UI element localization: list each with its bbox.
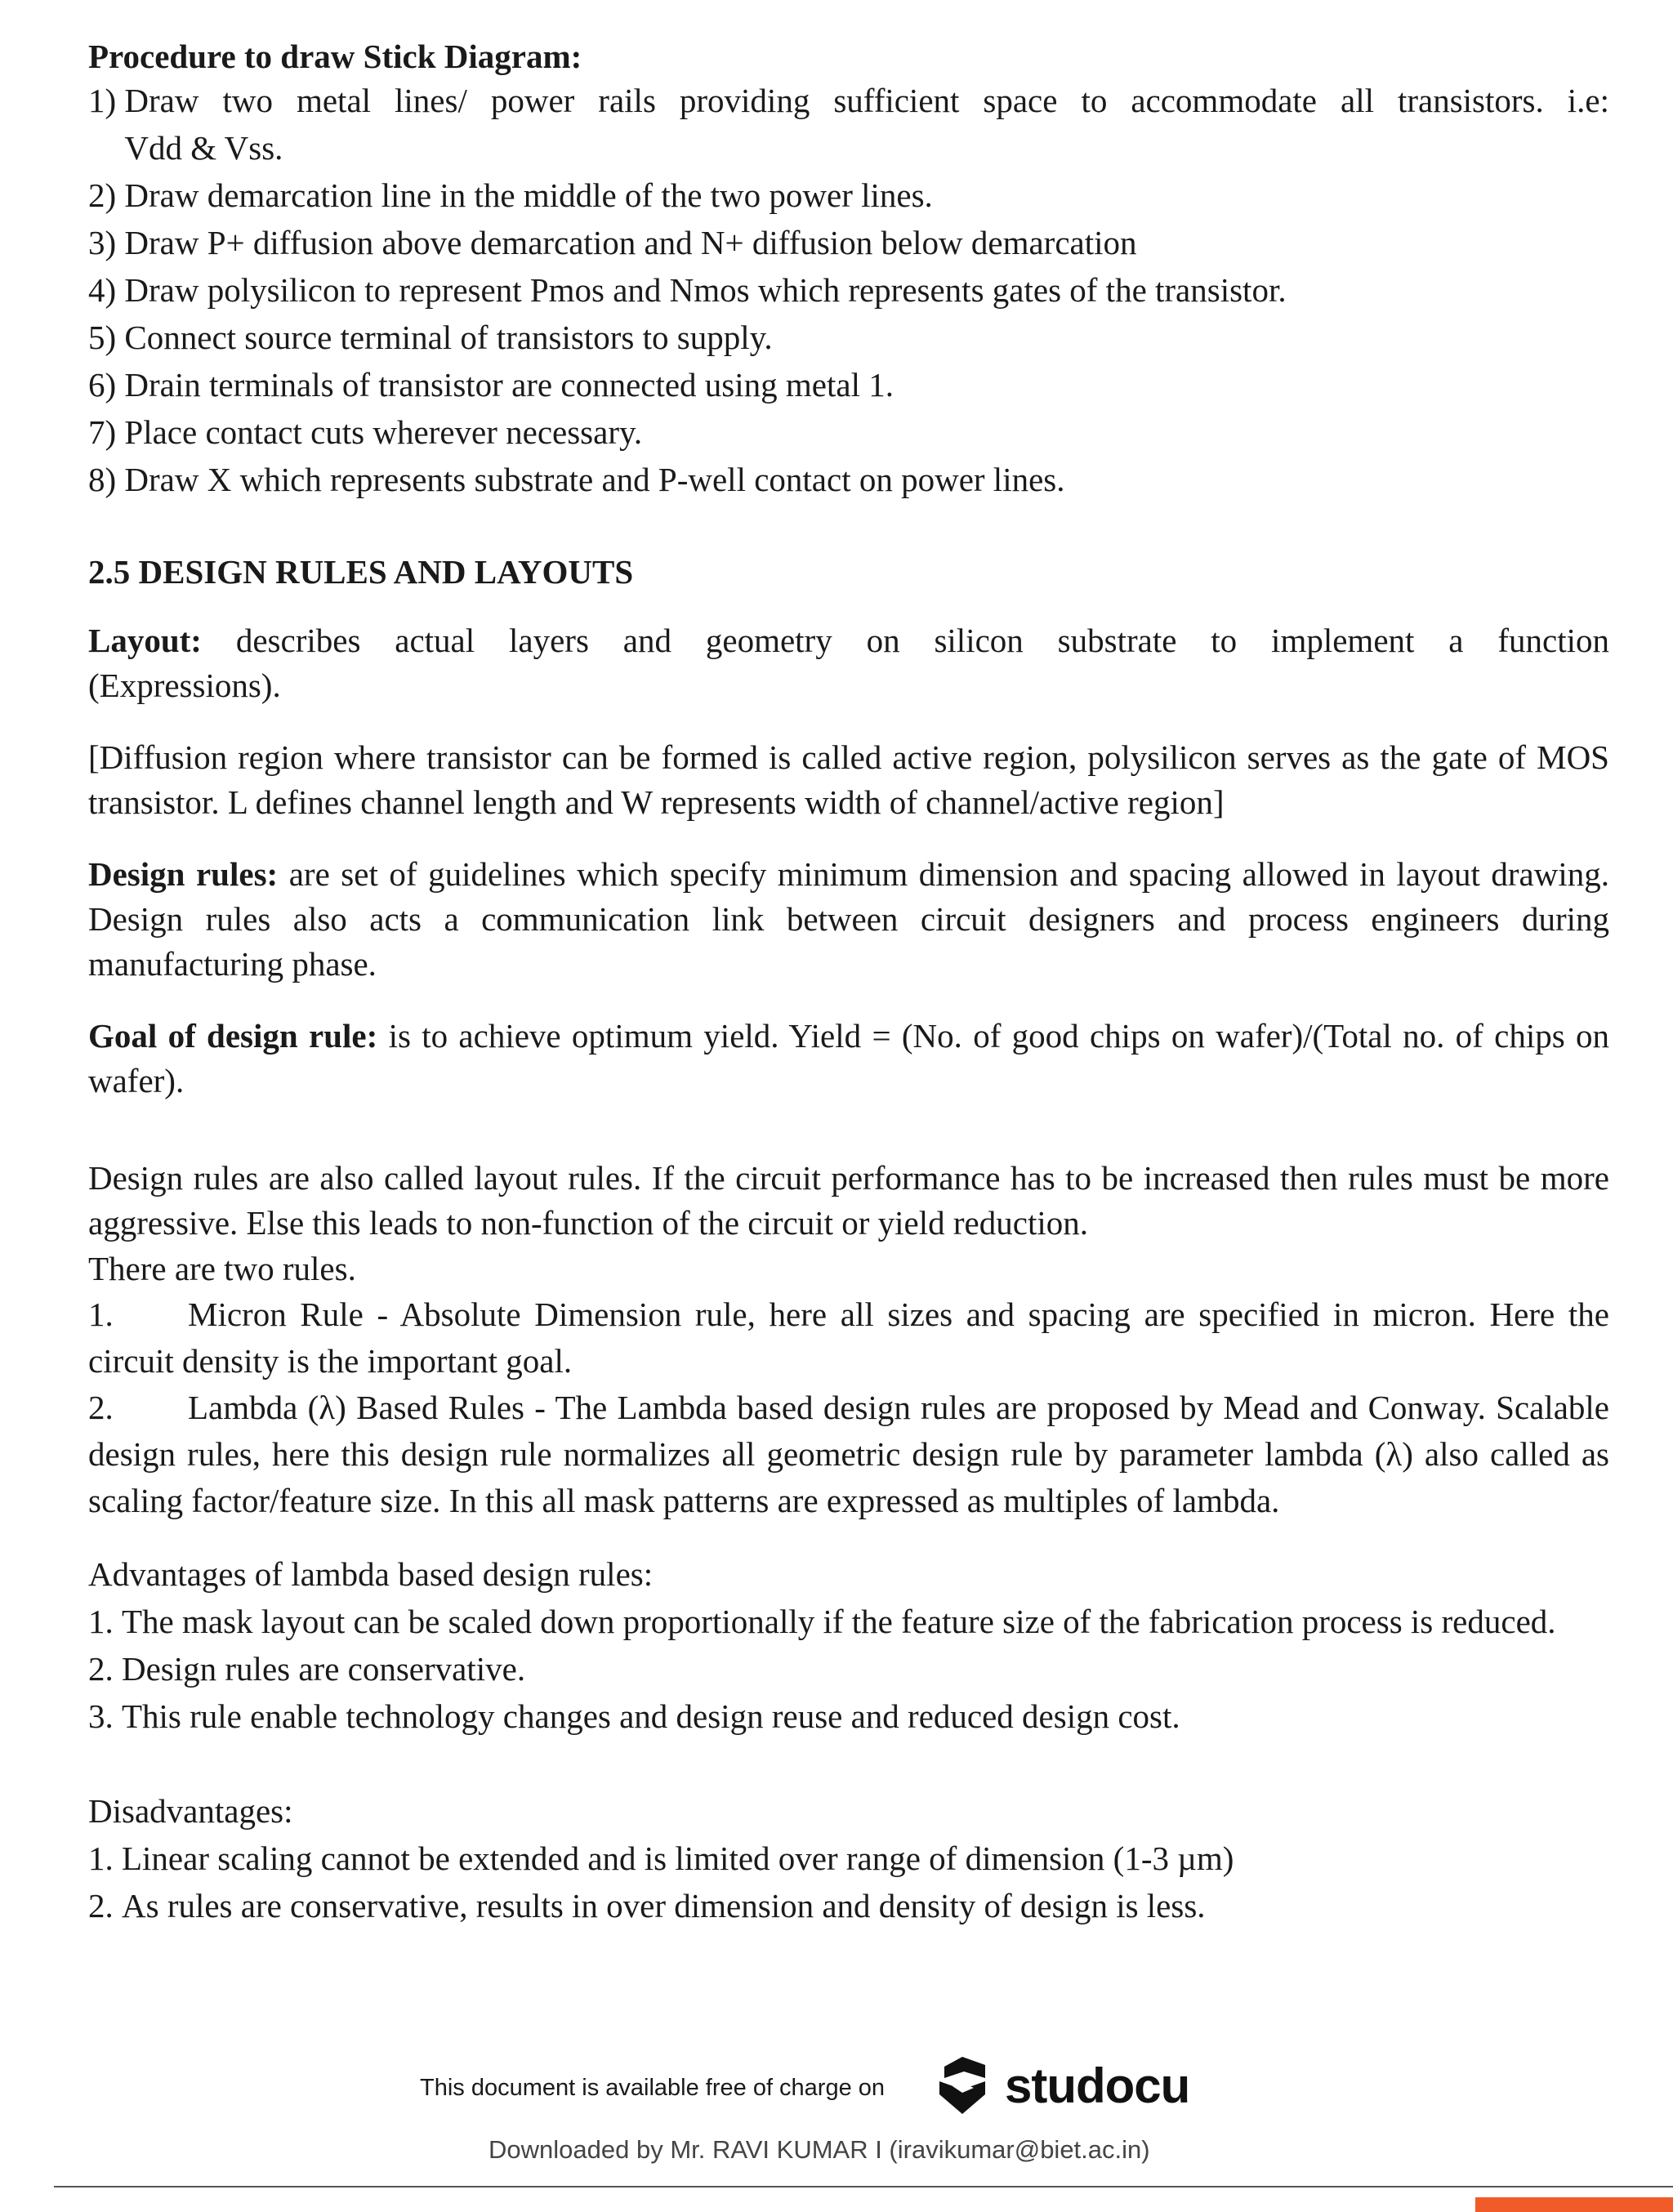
- disadvantage-item: 2. As rules are conservative, results in over dimension and density of design is less.: [88, 1887, 1206, 1924]
- design-rules-definition: Design rules: are set of guidelines which specify minimum dimension and spacing allowed in layout drawing. Design rules also acts a communication link between circuit designers and process engineers during manufacturing phase.: [88, 855, 1609, 983]
- disadvantages-title: Disadvantages:: [88, 1792, 293, 1830]
- footer-divider: [54, 2186, 1673, 2187]
- footer-available-text: This document is available free of charge on: [420, 2075, 886, 2101]
- disadvantage-item: 1. Linear scaling cannot be extended and is limited over range of dimension (1-3 µm): [88, 1840, 1234, 1877]
- layout-rules-paragraph: Design rules are also called layout rules. If the circuit performance has to be increased then rules must be more aggressive. Else this leads to non-function of the circuit or yield reduction.: [88, 1159, 1609, 1242]
- procedure-title: Procedure to draw Stick Diagram:: [88, 38, 582, 75]
- goal-of-design-rule: Goal of design rule: is to achieve optimum yield. Yield = (No. of good chips on wafer)/(Total no. of chips on wafer).: [88, 1017, 1609, 1099]
- section-heading: 2.5 DESIGN RULES AND LAYOUTS: [88, 553, 634, 591]
- advantage-item: 2. Design rules are conservative.: [88, 1650, 526, 1688]
- procedure-step: 8) Draw X which represents substrate and P-well contact on power lines.: [88, 461, 1065, 498]
- footer-downloaded-by: Downloaded by Mr. RAVI KUMAR I (iravikumar@biet.ac.in): [489, 2135, 1150, 2164]
- advantage-item: 3. This rule enable technology changes and design reuse and reduced design cost.: [88, 1697, 1180, 1735]
- procedure-step: 2) Draw demarcation line in the middle of the two power lines.: [88, 176, 933, 214]
- procedure-step: 6) Drain terminals of transistor are connected using metal 1.: [88, 366, 894, 404]
- procedure-step: 3) Draw P+ diffusion above demarcation and N+ diffusion below demarcation: [88, 224, 1137, 261]
- micron-rule: 1. Micron Rule - Absolute Dimension rule, here all sizes and spacing are specified in micron. Here the circuit density is the important goal.: [88, 1296, 1609, 1380]
- studocu-logo-icon: [928, 2054, 997, 2117]
- studocu-logo[interactable]: [928, 2054, 1189, 2117]
- step-number: 1): [88, 82, 117, 119]
- advantages-title: Advantages of lambda based design rules:: [88, 1555, 654, 1593]
- lambda-rule: 2. Lambda (λ) Based Rules - The Lambda based design rules are proposed by Mead and Conway. Scalable design rules, here this design rule normalizes all geometric design rule by parameter lambda (λ) also called as scaling factor/feature size. In this all mask patterns are expressed as multiples of lambda.: [88, 1389, 1609, 1519]
- advantage-item: 1. The mask layout can be scaled down proportionally if the feature size of the fabrication process is reduced.: [88, 1603, 1556, 1640]
- diffusion-note: [Diffusion region where transistor can be formed is called active region, polysilicon serves as the gate of MOS transistor. L defines channel length and W represents width of channel/active region]: [88, 738, 1609, 821]
- studocu-wordmark: studocu: [1005, 2058, 1190, 2113]
- procedure-step: 5) Connect source terminal of transistors to supply.: [88, 319, 773, 356]
- two-rules-intro: There are two rules.: [88, 1250, 356, 1287]
- footer-accent-bar: [1475, 2197, 1673, 2212]
- document-page: [88, 33, 1609, 1929]
- procedure-step: 4) Draw polysilicon to represent Pmos and Nmos which represents gates of the transistor.: [88, 271, 1287, 309]
- procedure-step: [88, 77, 1609, 172]
- layout-definition: Layout: describes actual layers and geometry on silicon substrate to implement a function (Expressions).: [88, 622, 1609, 704]
- procedure-step: 7) Place contact cuts wherever necessary.: [88, 413, 643, 451]
- step-text: Draw two metal lines/ power rails providing sufficient space to accommodate all transistors. i.e: Vdd & Vss.: [124, 82, 1609, 167]
